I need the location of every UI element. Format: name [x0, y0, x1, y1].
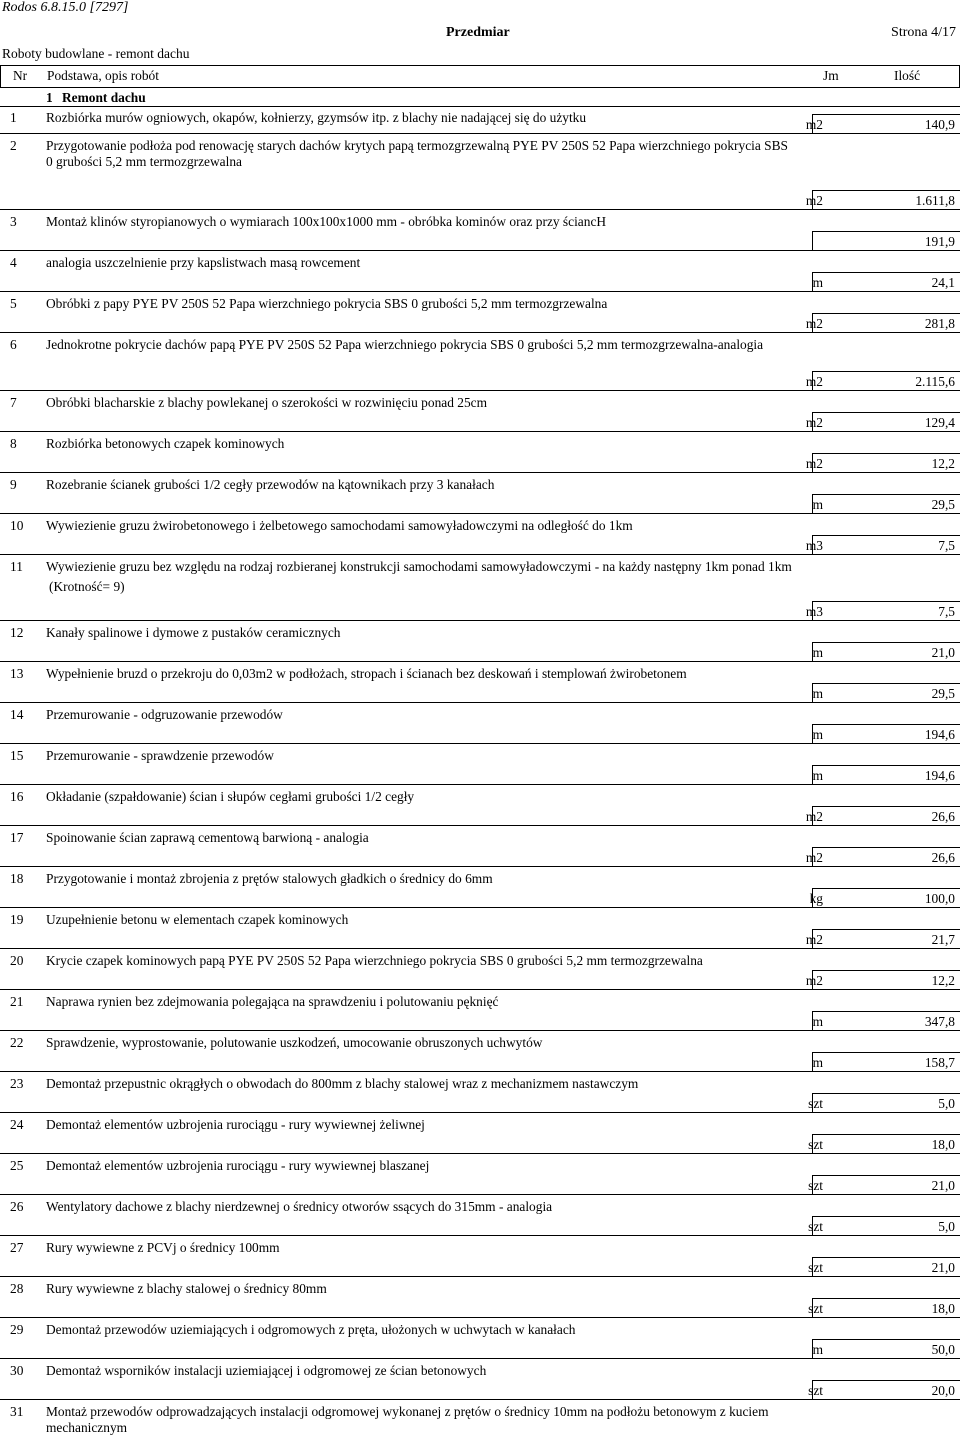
- item-multiplier: (Krotność= 9): [49, 579, 125, 594]
- table-row: [0, 990, 960, 1031]
- item-unit: m: [812, 497, 823, 512]
- item-description: Rury wywiewne z blachy stalowej o średnicy 80mm: [46, 1281, 327, 1296]
- item-number: 24: [10, 1117, 24, 1132]
- table-row: [0, 514, 960, 555]
- table-row: [0, 1359, 960, 1400]
- item-unit: m2: [805, 809, 823, 824]
- item-unit: m: [812, 768, 823, 783]
- table-row: [0, 473, 960, 514]
- item-description: Spoinowanie ścian zaprawą cementową barwioną - analogia: [46, 830, 369, 845]
- table-row: [0, 949, 960, 990]
- item-quantity: 21,7: [931, 932, 955, 947]
- item-quantity: 18,0: [931, 1137, 955, 1152]
- item-unit: m: [812, 1342, 823, 1357]
- item-description: Demontaż przepustnic okrągłych o obwodach do 800mm z blachy stalowej wraz z mechanizmem nastawczym: [46, 1076, 639, 1091]
- item-unit: m: [812, 1014, 823, 1029]
- item-number: 2: [10, 138, 17, 153]
- item-unit: m2: [805, 973, 823, 988]
- item-number: 26: [10, 1199, 24, 1214]
- item-description: Przemurowanie - odgruzowanie przewodów: [46, 707, 283, 722]
- item-number: 12: [10, 625, 24, 640]
- item-number: 31: [10, 1404, 24, 1419]
- item-description: Krycie czapek kominowych papą PYE PV 250S 52 Papa wierzchniego pokrycia SBS 0 grubości 5,2 mm termozgrzewalna: [46, 953, 703, 968]
- col-desc-header: Podstawa, opis robót: [47, 68, 159, 83]
- item-unit: m2: [805, 117, 823, 132]
- item-quantity: 26,6: [931, 809, 955, 824]
- item-description: Rury wywiewne z PCVj o średnicy 100mm: [46, 1240, 280, 1255]
- item-quantity: 21,0: [931, 1260, 955, 1275]
- item-number: 5: [10, 296, 17, 311]
- item-description: Demontaż elementów uzbrojenia rurociągu - rury wywiewnej blaszanej: [46, 1158, 430, 1173]
- item-number: 7: [10, 395, 17, 410]
- table-row: [0, 1277, 960, 1318]
- col-unit-header: Jm: [823, 68, 839, 83]
- item-quantity: 194,6: [924, 768, 955, 783]
- table-row: [0, 1400, 960, 1454]
- item-quantity: 2.115,6: [915, 374, 955, 389]
- item-number: 20: [10, 953, 24, 968]
- item-unit: m2: [805, 456, 823, 471]
- item-quantity: 20,0: [931, 1383, 955, 1398]
- table-row: [0, 555, 960, 621]
- table-row: [0, 744, 960, 785]
- item-number: 17: [10, 830, 24, 845]
- item-unit: m: [812, 686, 823, 701]
- item-unit: m: [812, 275, 823, 290]
- col-nr-header: Nr: [13, 68, 28, 83]
- item-number: 10: [10, 518, 24, 533]
- app-title: Rodos 6.8.15.0 [7297]: [2, 0, 129, 15]
- item-number: 13: [10, 666, 24, 681]
- item-unit: m2: [805, 374, 823, 389]
- item-number: 16: [10, 789, 24, 804]
- item-unit: szt: [808, 1137, 823, 1152]
- table-row: [0, 908, 960, 949]
- table-row: [0, 210, 960, 251]
- item-unit: szt: [808, 1219, 823, 1234]
- table-row: [0, 1031, 960, 1072]
- table-row: [0, 134, 960, 210]
- item-quantity: 5,0: [938, 1219, 955, 1234]
- table-row: [0, 391, 960, 432]
- section-number: 1: [46, 90, 53, 105]
- item-description: Obróbki z papy PYE PV 250S 52 Papa wierzchniego pokrycia SBS 0 grubości 5,2 mm termozgrzewalna: [46, 296, 608, 311]
- item-quantity: 347,8: [924, 1014, 955, 1029]
- item-number: 18: [10, 871, 24, 886]
- item-unit: szt: [808, 1301, 823, 1316]
- item-unit: szt: [808, 1383, 823, 1398]
- item-description: analogia uszczelnienie przy kapslistwach masą rowcement: [46, 255, 361, 270]
- item-number: 25: [10, 1158, 24, 1173]
- item-quantity: 191,9: [924, 234, 955, 249]
- table-row: [0, 1318, 960, 1359]
- item-quantity: 158,7: [924, 1055, 955, 1070]
- table-row: [0, 867, 960, 908]
- item-quantity: 140,9: [924, 117, 955, 132]
- table-row: [0, 1072, 960, 1113]
- item-unit: szt: [808, 1260, 823, 1275]
- item-unit: m: [812, 727, 823, 742]
- item-unit: m2: [805, 850, 823, 865]
- item-quantity: 24,1: [931, 275, 955, 290]
- item-unit: m2: [805, 316, 823, 331]
- table-row: [0, 1236, 960, 1277]
- item-quantity: 7,5: [938, 538, 955, 553]
- item-description: Przygotowanie podłoża pod renowację starych dachów krytych papą termozgrzewalną PYE PV 250S 52 Papa wierzchniego pokrycia SBS 0 grubości 5,2 mm termozgrzewalna: [46, 138, 788, 169]
- item-quantity: 18,0: [931, 1301, 955, 1316]
- item-number: 8: [10, 436, 17, 451]
- item-description: Przemurowanie - sprawdzenie przewodów: [46, 748, 274, 763]
- item-description: Sprawdzenie, wyprostowanie, polutowanie uszkodzeń, umocowanie obruszonych uchwytów: [46, 1035, 543, 1050]
- item-number: 30: [10, 1363, 24, 1378]
- item-unit: m: [812, 1055, 823, 1070]
- item-quantity: 21,0: [931, 645, 955, 660]
- item-description: Montaż klinów styropianowych o wymiarach 100x100x1000 mm - obróbka kominów oraz przy ściancH: [46, 214, 607, 229]
- table-row: [0, 621, 960, 662]
- item-number: 15: [10, 748, 24, 763]
- table-row: [0, 785, 960, 826]
- table-row: [0, 251, 960, 292]
- item-description: Kanały spalinowe i dymowe z pustaków ceramicznych: [46, 625, 341, 640]
- item-unit: kg: [809, 891, 823, 906]
- item-quantity: 100,0: [924, 891, 955, 906]
- table-row: [0, 826, 960, 867]
- item-description: Uzupełnienie betonu w elementach czapek kominowych: [46, 912, 349, 927]
- item-number: 19: [10, 912, 24, 927]
- item-description: Wypełnienie bruzd o przekroju do 0,03m2 w podłożach, stropach i ścianach bez deskowań i stemplowań żwirobetonem: [46, 666, 687, 681]
- item-unit: m3: [805, 538, 823, 553]
- item-unit: szt: [808, 1096, 823, 1111]
- item-description: Wentylatory dachowe z blachy nierdzewnej o średnicy otworów ssących do 315mm - analogia: [46, 1199, 553, 1214]
- item-quantity: 29,5: [931, 686, 955, 701]
- item-quantity: 21,0: [931, 1178, 955, 1193]
- item-description: Montaż przewodów odprowadzających instalacji odgromowej wykonanej z prętów o średnicy 10mm na podłożu betonowym z kuciem mechanicznym: [46, 1404, 769, 1435]
- item-quantity: 281,8: [924, 316, 955, 331]
- item-number: 1: [10, 110, 17, 125]
- item-quantity: 194,6: [924, 727, 955, 742]
- table-row: [0, 292, 960, 333]
- item-description: Rozbiórka murów ogniowych, okapów, kołnierzy, gzymsów itp. z blachy nie nadającej się do użytku: [46, 110, 587, 125]
- item-number: 23: [10, 1076, 24, 1091]
- item-number: 27: [10, 1240, 24, 1255]
- table-row: [0, 106, 960, 134]
- item-unit: szt: [808, 1178, 823, 1193]
- item-number: 6: [10, 337, 17, 352]
- item-quantity: 129,4: [924, 415, 955, 430]
- item-number: 4: [10, 255, 17, 270]
- item-quantity: 26,6: [931, 850, 955, 865]
- table-row: [0, 1154, 960, 1195]
- item-number: 14: [10, 707, 24, 722]
- item-description: Okładanie (szpałdowanie) ścian i słupów cegłami grubości 1/2 cegły: [46, 789, 415, 804]
- item-quantity: 50,0: [931, 1342, 955, 1357]
- item-quantity: 12,2: [931, 973, 955, 988]
- item-number: 3: [10, 214, 17, 229]
- table-row: [0, 432, 960, 473]
- item-unit: m2: [805, 415, 823, 430]
- table-row: [0, 703, 960, 744]
- item-quantity: 29,5: [931, 497, 955, 512]
- item-unit: m: [812, 645, 823, 660]
- table-row: [0, 1195, 960, 1236]
- item-description: Jednokrotne pokrycie dachów papą PYE PV 250S 52 Papa wierzchniego pokrycia SBS 0 grubości 5,2 mm termozgrzewalna-analogia: [46, 337, 764, 352]
- item-quantity: 1.611,8: [915, 193, 955, 208]
- col-qty-header: Ilość: [894, 68, 921, 83]
- document-title: Przedmiar: [446, 25, 510, 40]
- project-name: Roboty budowlane - remont dachu: [2, 46, 190, 61]
- item-unit: m2: [805, 193, 823, 208]
- item-description: Demontaż przewodów uziemiających i odgromowych z pręta, ułożonych w uchwytach w kanałach: [46, 1322, 576, 1337]
- table-row: [0, 333, 960, 391]
- item-description: Rozebranie ścianek grubości 1/2 cegły przewodów na kątownikach przy 3 kanałach: [46, 477, 495, 492]
- item-number: 11: [10, 559, 23, 574]
- item-number: 9: [10, 477, 17, 492]
- item-unit: m2: [805, 932, 823, 947]
- table-row: [0, 1113, 960, 1154]
- item-description: Rozbiórka betonowych czapek kominowych: [46, 436, 285, 451]
- item-number: 21: [10, 994, 24, 1009]
- item-description: Obróbki blacharskie z blachy powlekanej o szerokości w rozwinięciu ponad 25cm: [46, 395, 488, 410]
- section-title: Remont dachu: [62, 90, 146, 105]
- item-quantity: 12,2: [931, 456, 955, 471]
- page-number: Strona 4/17: [891, 25, 956, 40]
- item-unit: m3: [805, 604, 823, 619]
- table-row: [0, 662, 960, 703]
- item-description: Wywiezienie gruzu bez względu na rodzaj rozbieranej konstrukcji samochodami samowyładowczymi - na każdy następny 1km ponad 1km (Krotność= 9): [46, 559, 796, 595]
- item-description: Wywiezienie gruzu żwirobetonowego i żelbetowego samochodami samowyładowczymi na odległość do 1km: [46, 518, 633, 533]
- item-description: Demontaż elementów uzbrojenia rurociągu - rury wywiewnej żeliwnej: [46, 1117, 425, 1132]
- item-description: Demontaż wsporników instalacji uziemiającej i odgromowej ze ścian betonowych: [46, 1363, 487, 1378]
- item-description: Przygotowanie i montaż zbrojenia z prętów stalowych gładkich o średnicy do 6mm: [46, 871, 493, 886]
- item-quantity: 7,5: [938, 604, 955, 619]
- item-number: 22: [10, 1035, 24, 1050]
- item-number: 28: [10, 1281, 24, 1296]
- item-quantity: 5,0: [938, 1096, 955, 1111]
- item-number: 29: [10, 1322, 24, 1337]
- item-description: Naprawa rynien bez zdejmowania polegająca na sprawdzeniu i polutowaniu pęknięć: [46, 994, 499, 1009]
